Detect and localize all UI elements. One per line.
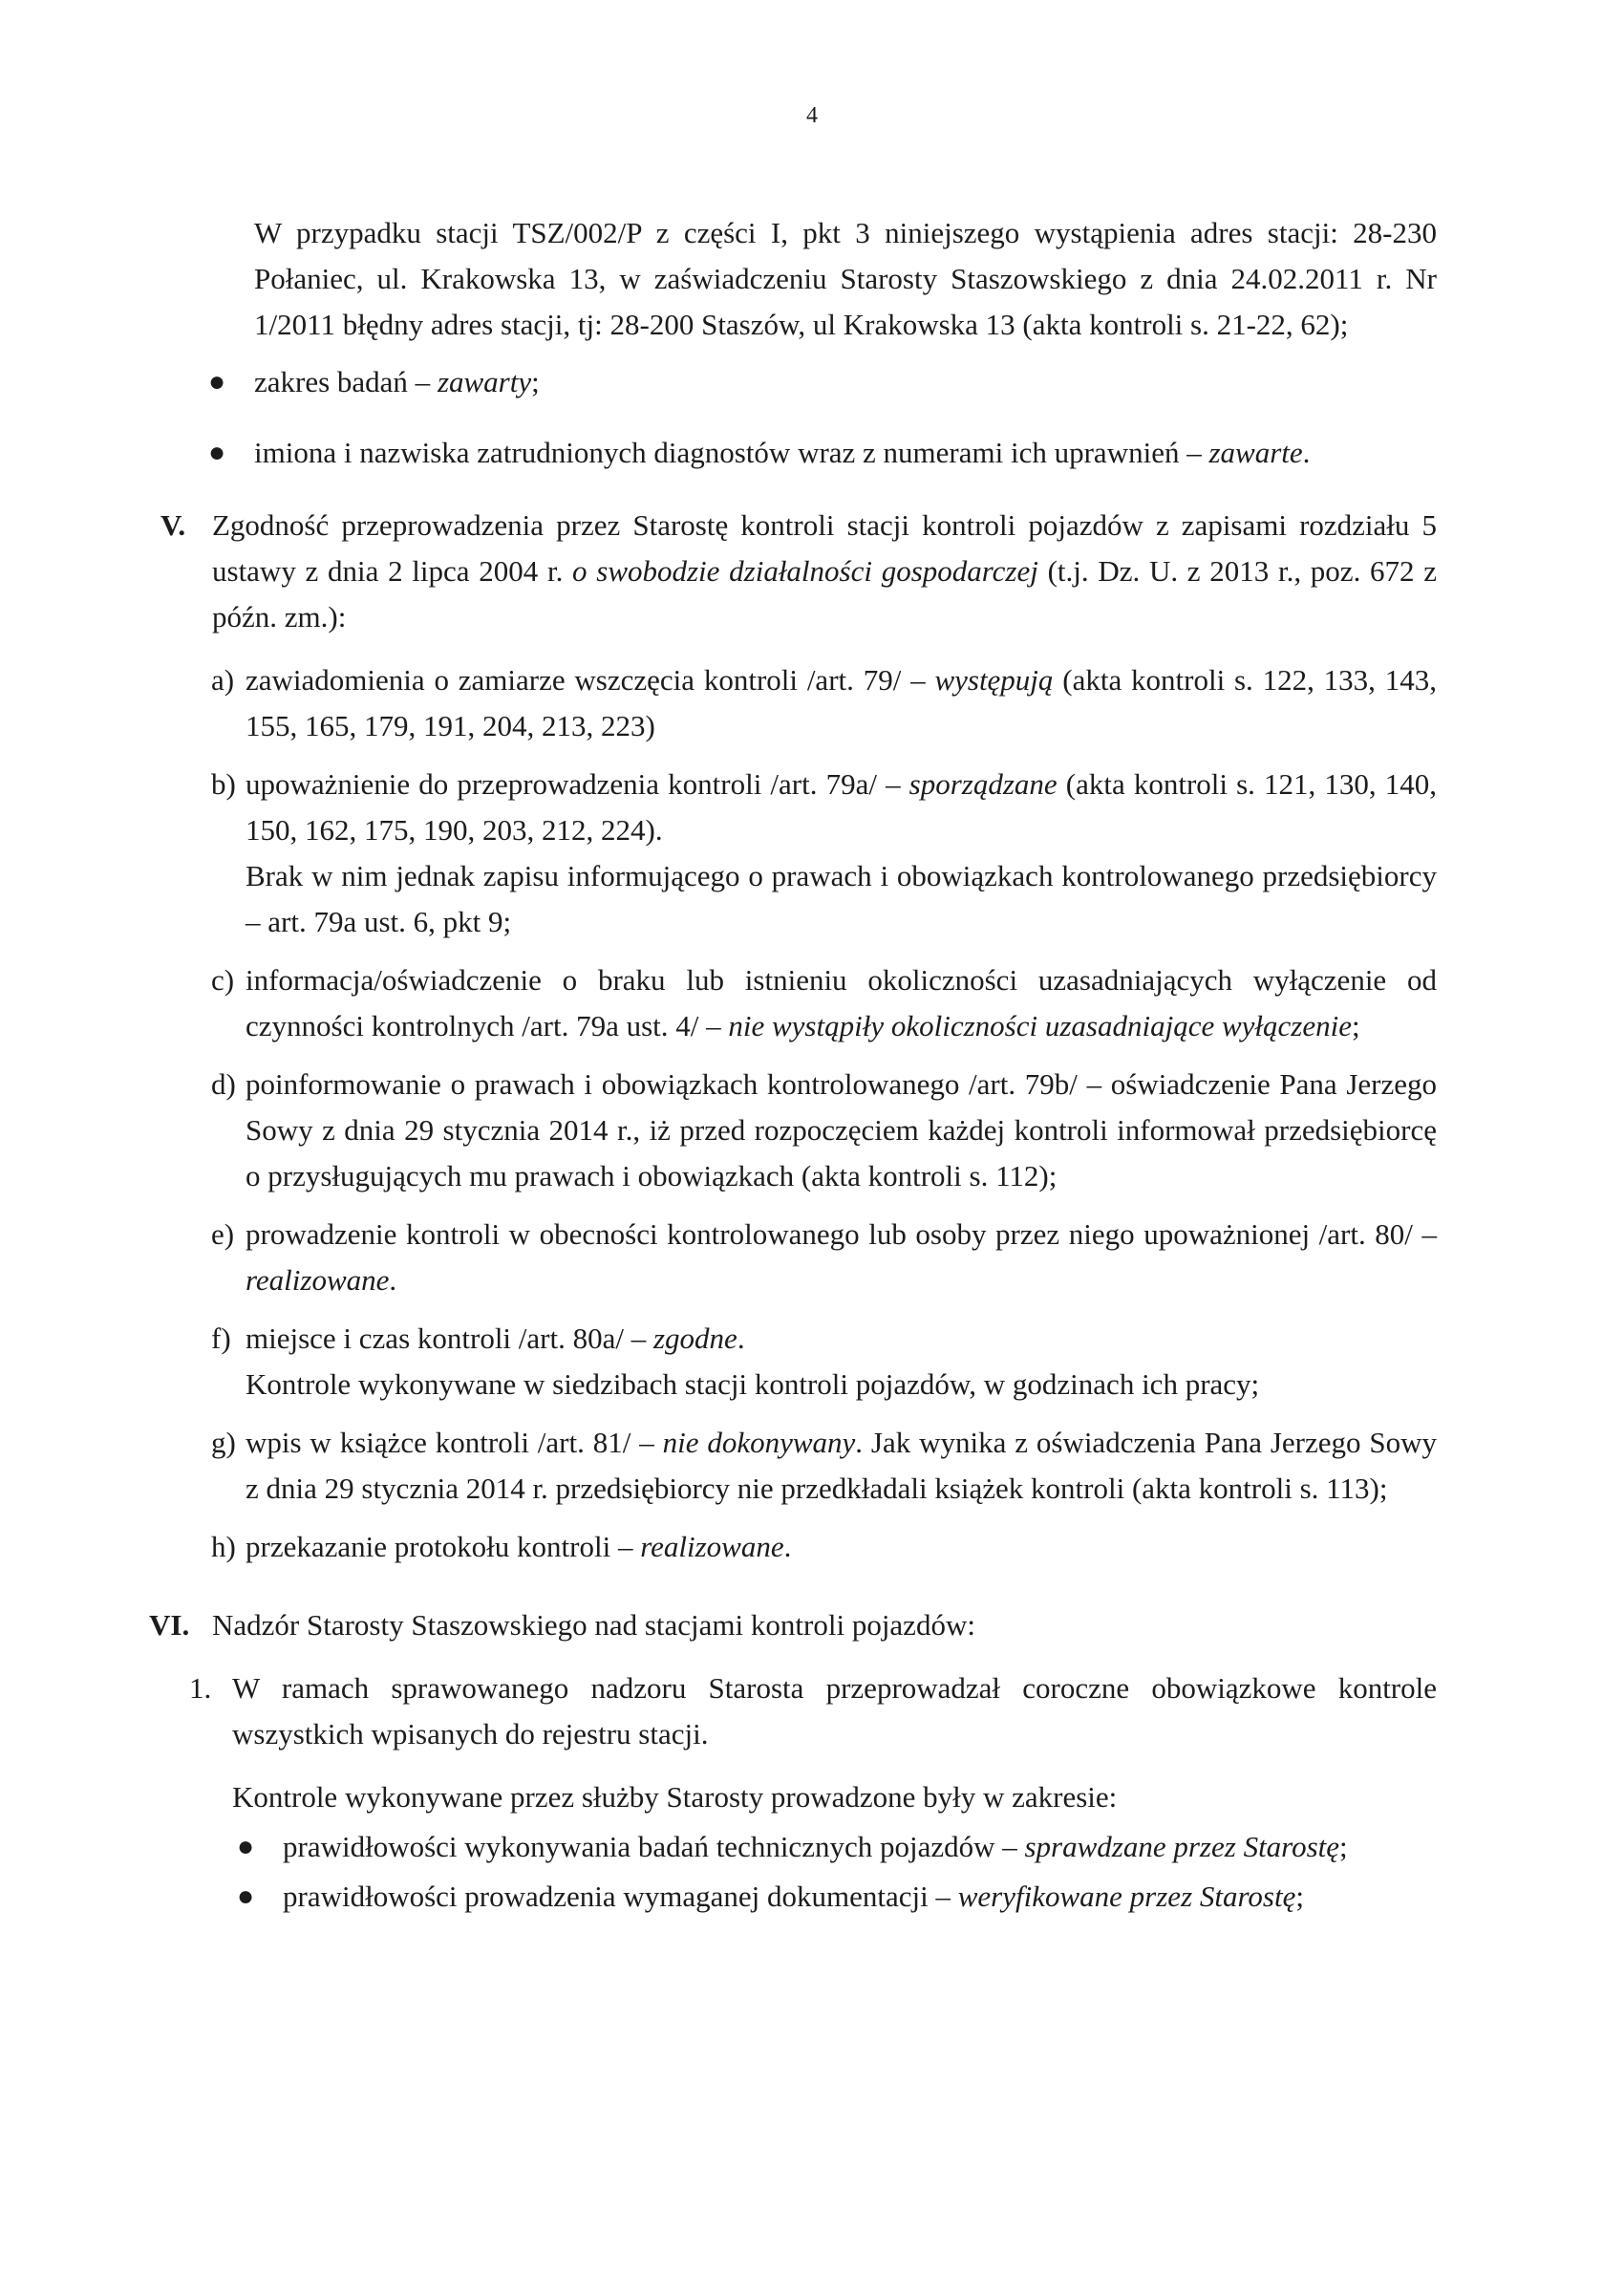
section-5 <box>160 503 1437 640</box>
section-5-title-text: Zgodność przeprowadzenia przez Starostę kontroli stacji kontroli pojazdów z zapisami rozdziału 5 ustawy z dnia 2 lipca 2004 r. <box>212 508 1437 588</box>
bullet-dot-icon: ● <box>237 1880 255 1912</box>
section-6 <box>149 1602 1437 1648</box>
bullet-tail: ; <box>531 365 540 398</box>
item-letter: f) <box>211 1321 231 1355</box>
item-number: 1. <box>189 1671 212 1705</box>
list-item <box>211 657 1437 749</box>
bullet-tail: . <box>1302 436 1311 469</box>
bullet-emphasis: weryfikowane przez Starostę <box>957 1880 1296 1913</box>
item-text <box>246 1524 1437 1570</box>
item-text-a: prowadzenie kontroli w obecności kontrolowanego lub osoby przez niego upoważnionej /art. 80/ – <box>246 1217 1437 1251</box>
item-letter: e) <box>211 1217 235 1251</box>
item-text <box>246 1316 1437 1362</box>
bullet-text: prawidłowości prowadzenia wymaganej dokumentacji – <box>283 1880 958 1913</box>
list-item <box>211 762 1437 945</box>
bullet-tail: ; <box>1295 1880 1304 1913</box>
list-item <box>211 1212 1437 1303</box>
item-text-a: wpis w książce kontroli /art. 81/ – <box>246 1426 663 1459</box>
item-extra-text: Kontrole wykonywane w siedzibach stacji kontroli pojazdów, w godzinach ich pracy; <box>246 1367 1260 1401</box>
sub-paragraph: Kontrole wykonywane przez służby Starosty prowadzone były w zakresie: <box>232 1780 1118 1814</box>
bullet-emphasis: zawarty <box>437 365 532 398</box>
item-emphasis: sporządzane <box>908 767 1058 801</box>
list-item <box>211 1316 1437 1407</box>
section-5-title-tail: (t.j. Dz. U. z 2013 r., poz. 672 z późn. zm.): <box>212 554 1437 634</box>
bullet-item <box>208 430 1437 476</box>
section-5-title-emphasis: o swobodzie działalności gospodarczej <box>572 554 1038 588</box>
item-emphasis: realizowane <box>246 1263 390 1297</box>
bullet-dot-icon: ● <box>237 1831 255 1862</box>
item-text <box>246 957 1437 1049</box>
item-text-b: (akta kontroli s. 122, 133, 143, 155, 165, 179, 191, 204, 213, 223) <box>246 663 1437 742</box>
item-text <box>246 762 1437 853</box>
item-text-b: (akta kontroli s. 121, 130, 140, 150, 162, 175, 190, 203, 212, 224). <box>246 767 1437 847</box>
item-emphasis: występują <box>934 663 1054 697</box>
item-extra-text: Brak w nim jednak zapisu informującego o prawach i obowiązkach kontrolowanego przedsiębiorcy – art. 79a ust. 6, pkt 9; <box>246 859 1437 938</box>
bullet-text: imiona i nazwiska zatrudnionych diagnostów wraz z numerami ich uprawnień – <box>254 436 1209 469</box>
item-text-a: upoważnienie do przeprowadzenia kontroli /art. 79a/ – <box>246 767 909 801</box>
list-item <box>211 957 1437 1049</box>
item-text-b: . <box>389 1263 397 1297</box>
item-emphasis: realizowane <box>640 1530 784 1563</box>
bullet-dot-icon: ● <box>208 437 226 468</box>
bullet-dot-icon: ● <box>208 366 226 397</box>
numbered-item <box>189 1665 1437 1757</box>
item-text <box>246 1062 1437 1199</box>
section-5-title <box>212 503 1437 640</box>
item-text-a: informacja/oświadczenie o braku lub istnieniu okoliczności uzasadniających wyłączenie od czynności kontrolnych /art. 79a ust. 4/ – <box>246 963 1437 1042</box>
item-letter: c) <box>211 963 235 997</box>
item-emphasis: nie wystąpiły okoliczności uzasadniające wyłączenie <box>728 1009 1352 1042</box>
section-5-items <box>0 657 1624 1570</box>
item-letter: h) <box>211 1530 236 1563</box>
item-text-b: ; <box>1351 1009 1360 1042</box>
item-text <box>246 1212 1437 1303</box>
item-emphasis: zgodne <box>652 1321 737 1355</box>
item-text-b: . <box>783 1530 792 1563</box>
section-6-title: Nadzór Starosty Staszowskiego nad stacjami kontroli pojazdów: <box>212 1608 975 1642</box>
item-letter: b) <box>211 767 236 801</box>
item-letter: g) <box>211 1426 236 1459</box>
item-emphasis: nie dokonywany <box>662 1426 856 1459</box>
item-text-a: poinformowanie o prawach i obowiązkach kontrolowanego /art. 79b/ – oświadczenie Pana Jerzego Sowy z dnia 29 stycznia 2014 r., iż przed rozpoczęciem każdej kontroli informował przedsiębiorcę o przysługujących mu prawach i obowiązkach (akta kontroli s. 112); <box>246 1067 1437 1192</box>
sub-bullet-list <box>0 1824 1624 1920</box>
bullet-item <box>237 1824 1437 1870</box>
bullet-emphasis: sprawdzane przez Starostę <box>1024 1830 1340 1863</box>
bullet-item <box>208 359 1437 405</box>
intro-paragraph: W przypadku stacji TSZ/002/P z części I, pkt 3 niniejszego wystąpienia adres stacji: 28-230 Połaniec, ul. Krakowska 13, w zaświadczeniu Starosty Staszowskiego z dnia 24.02.2011 r. Nr 1/2011 błędny adres stacji, tj: 28-200 Staszów, ul Krakowska 13 (akta kontroli s. 21-22, 62); <box>254 216 1437 341</box>
item-text-b: . Jak wynika z oświadczenia Pana Jerzego Sowy z dnia 29 stycznia 2014 r. przedsiębiorcy nie przedkładali książek kontroli (akta kontroli s. 113); <box>246 1426 1438 1505</box>
section-6-numeral: VI. <box>149 1608 190 1642</box>
item-text <box>246 1420 1437 1512</box>
bullet-item <box>237 1874 1437 1920</box>
bullet-text: zakres badań – <box>254 365 438 398</box>
list-item <box>211 1062 1437 1199</box>
bullet-emphasis: zawarte <box>1208 436 1303 469</box>
document-body <box>0 210 1624 1923</box>
item-text-b: . <box>737 1321 745 1355</box>
item-letter: a) <box>211 663 235 697</box>
page-number: 4 <box>806 103 818 128</box>
item-text <box>246 657 1437 749</box>
item-text-a: miejsce i czas kontroli /art. 80a/ – <box>246 1321 653 1355</box>
list-item <box>211 1524 1437 1570</box>
bullet-list <box>0 359 1624 476</box>
list-item <box>211 1420 1438 1512</box>
bullet-tail: ; <box>1339 1830 1348 1863</box>
section-5-numeral: V. <box>160 508 186 542</box>
numbered-item-text: W ramach sprawowanego nadzoru Starosta przeprowadzał coroczne obowiązkowe kontrole wszystkich wpisanych do rejestru stacji. <box>232 1671 1437 1751</box>
item-text-a: przekazanie protokołu kontroli – <box>246 1530 641 1563</box>
item-letter: d) <box>211 1067 236 1101</box>
bullet-text: prawidłowości wykonywania badań technicznych pojazdów – <box>283 1830 1025 1863</box>
item-text-a: zawiadomienia o zamiarze wszczęcia kontroli /art. 79/ – <box>246 663 935 697</box>
